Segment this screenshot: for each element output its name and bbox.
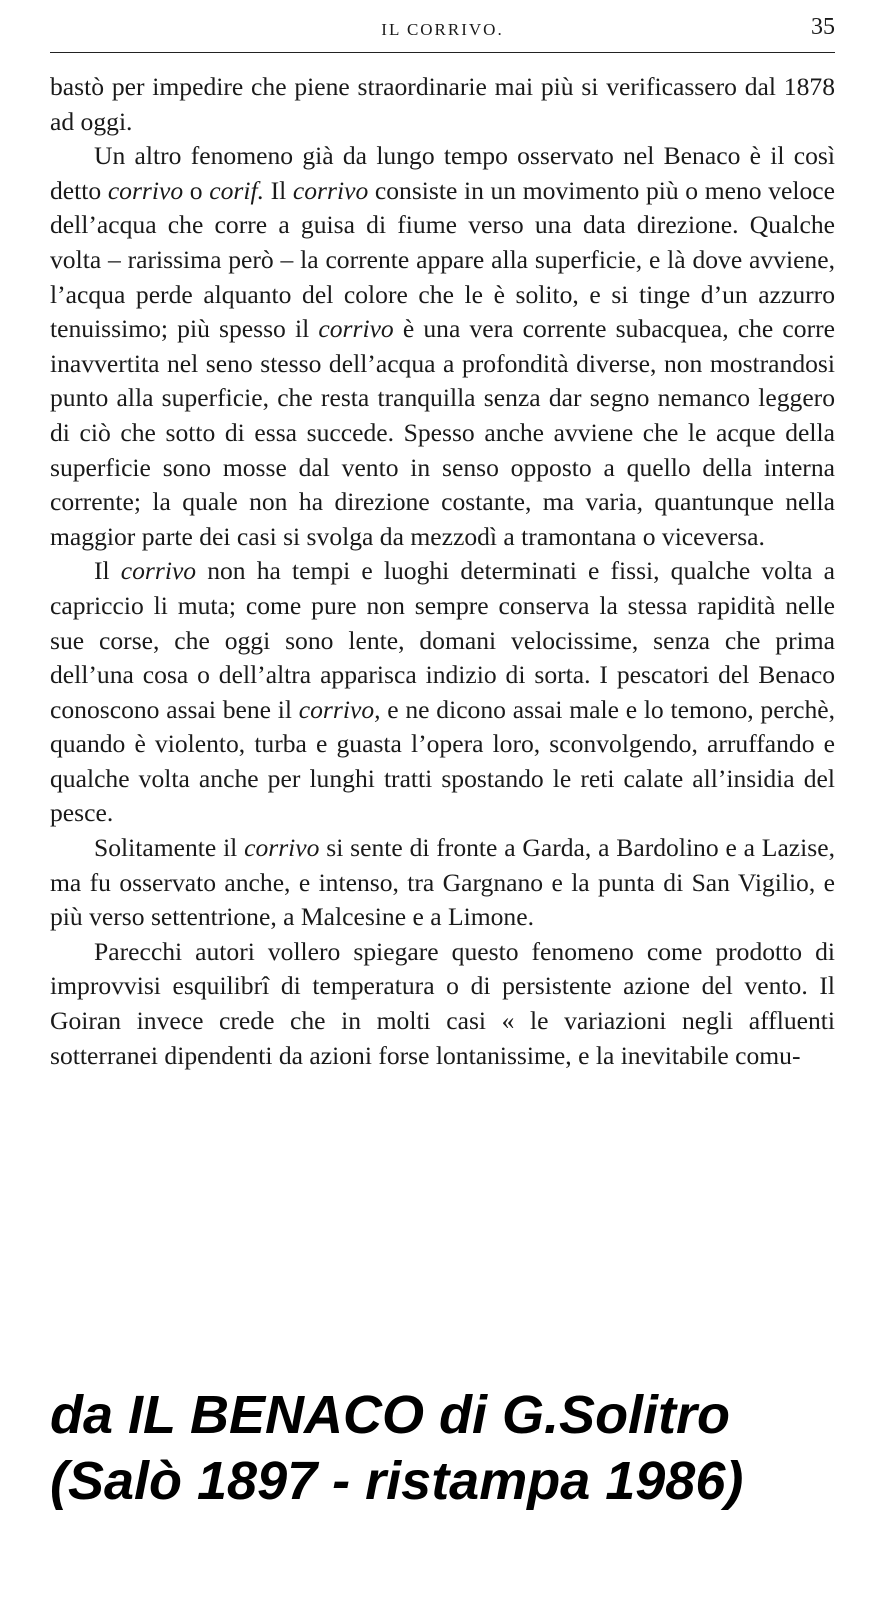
paragraph-1	[50, 70, 835, 139]
text-run: è una vera corrente subacquea, che corre inavvertita nel seno stesso dell’acqua a profondità diverse, non mostrandosi punto alla superficie, che resta tranquilla senza dar segno nemanco leggero di ciò che sotto di essa succede. Spesso anche avviene che le acque della superficie sono mosse dal vento in senso opposto a quello della interna corrente; la quale non ha direzione costante, ma varia, quantunque nella maggior parte dei casi si svolga da mezzodì a tramontana o viceversa.	[50, 314, 835, 551]
paragraph-4	[50, 831, 835, 935]
text-run: Un altro fenomeno già da lungo tempo osservato nel Benaco è il così detto	[50, 141, 835, 205]
text-run: Solitamente il	[94, 833, 245, 863]
body-text	[50, 70, 835, 1073]
paragraph-5	[50, 935, 835, 1073]
text-run: Il	[94, 556, 121, 586]
italic-term: corrivo	[244, 833, 320, 863]
source-caption	[50, 1382, 870, 1514]
paragraph-3	[50, 554, 835, 831]
text-run: si sente di fronte a Garda, a Bardolino e a Lazise, ma fu osservato anche, e intenso, tra Gargnano e la punta di San Vigilio, e più verso settentrione, a Malcesine e a Limone.	[50, 833, 835, 932]
running-header	[50, 8, 835, 44]
italic-term: corrivo	[120, 556, 197, 586]
text-run: o	[183, 175, 210, 205]
text-run: Parecchi autori vollero spiegare questo fenomeno come prodotto di improvvisi esquilibrî di temperatura o di persistente azione del vento. Il Goiran invece crede che in molti casi « le variazioni negli affluenti sotterranei dipendenti da azioni forse lontanissime, e la inevitabile comu-	[50, 936, 835, 1070]
paragraph-2	[50, 139, 835, 554]
text-run: e ne dicono assai male e lo temono, perchè, quando è violento, turba e guasta l’opera loro, sconvolgendo, arruffando e qualche volta anche per lunghi tratti spostando le reti calate all’insidia del pesce.	[50, 694, 835, 828]
header-rule	[50, 52, 835, 53]
text-run: consiste in un movimento più o meno veloce dell’acqua che corre a guisa di fiume verso una data direzione. Qualche volta – rarissima però – la corrente appare alla superficie, e là dove avviene, l’acqua perde alquanto del colore che le è solito, e si tinge d’un azzurro tenuissimo; più spesso il	[50, 175, 835, 344]
caption-line-1: da IL BENACO di G.Solitro	[50, 1385, 731, 1445]
text-run: non ha tempi e luoghi determinati e fissi, qualche volta a capriccio li muta; come pure non sempre conserva la stessa rapidità nelle sue corse, che oggi sono lente, domani velocissime, senza che prima dell’una cosa o dell’altra apparisca indizio di sorta. I pescatori del Benaco conoscono assai bene il	[50, 556, 835, 724]
italic-term: corrivo,	[298, 694, 381, 724]
text-run: Il	[263, 175, 293, 205]
italic-term: corif.	[209, 175, 264, 205]
caption-line-2: (Salò 1897 - ristampa 1986)	[50, 1451, 744, 1511]
running-title: IL CORRIVO.	[381, 20, 504, 39]
italic-term: corrivo	[107, 175, 184, 205]
italic-term: corrivo	[318, 314, 394, 344]
page-number: 35	[811, 14, 835, 40]
italic-term: corrivo	[292, 175, 369, 205]
text-run: bastò per impedire che piene straordinarie mai più si verificassero dal 1878 ad oggi.	[50, 72, 835, 136]
